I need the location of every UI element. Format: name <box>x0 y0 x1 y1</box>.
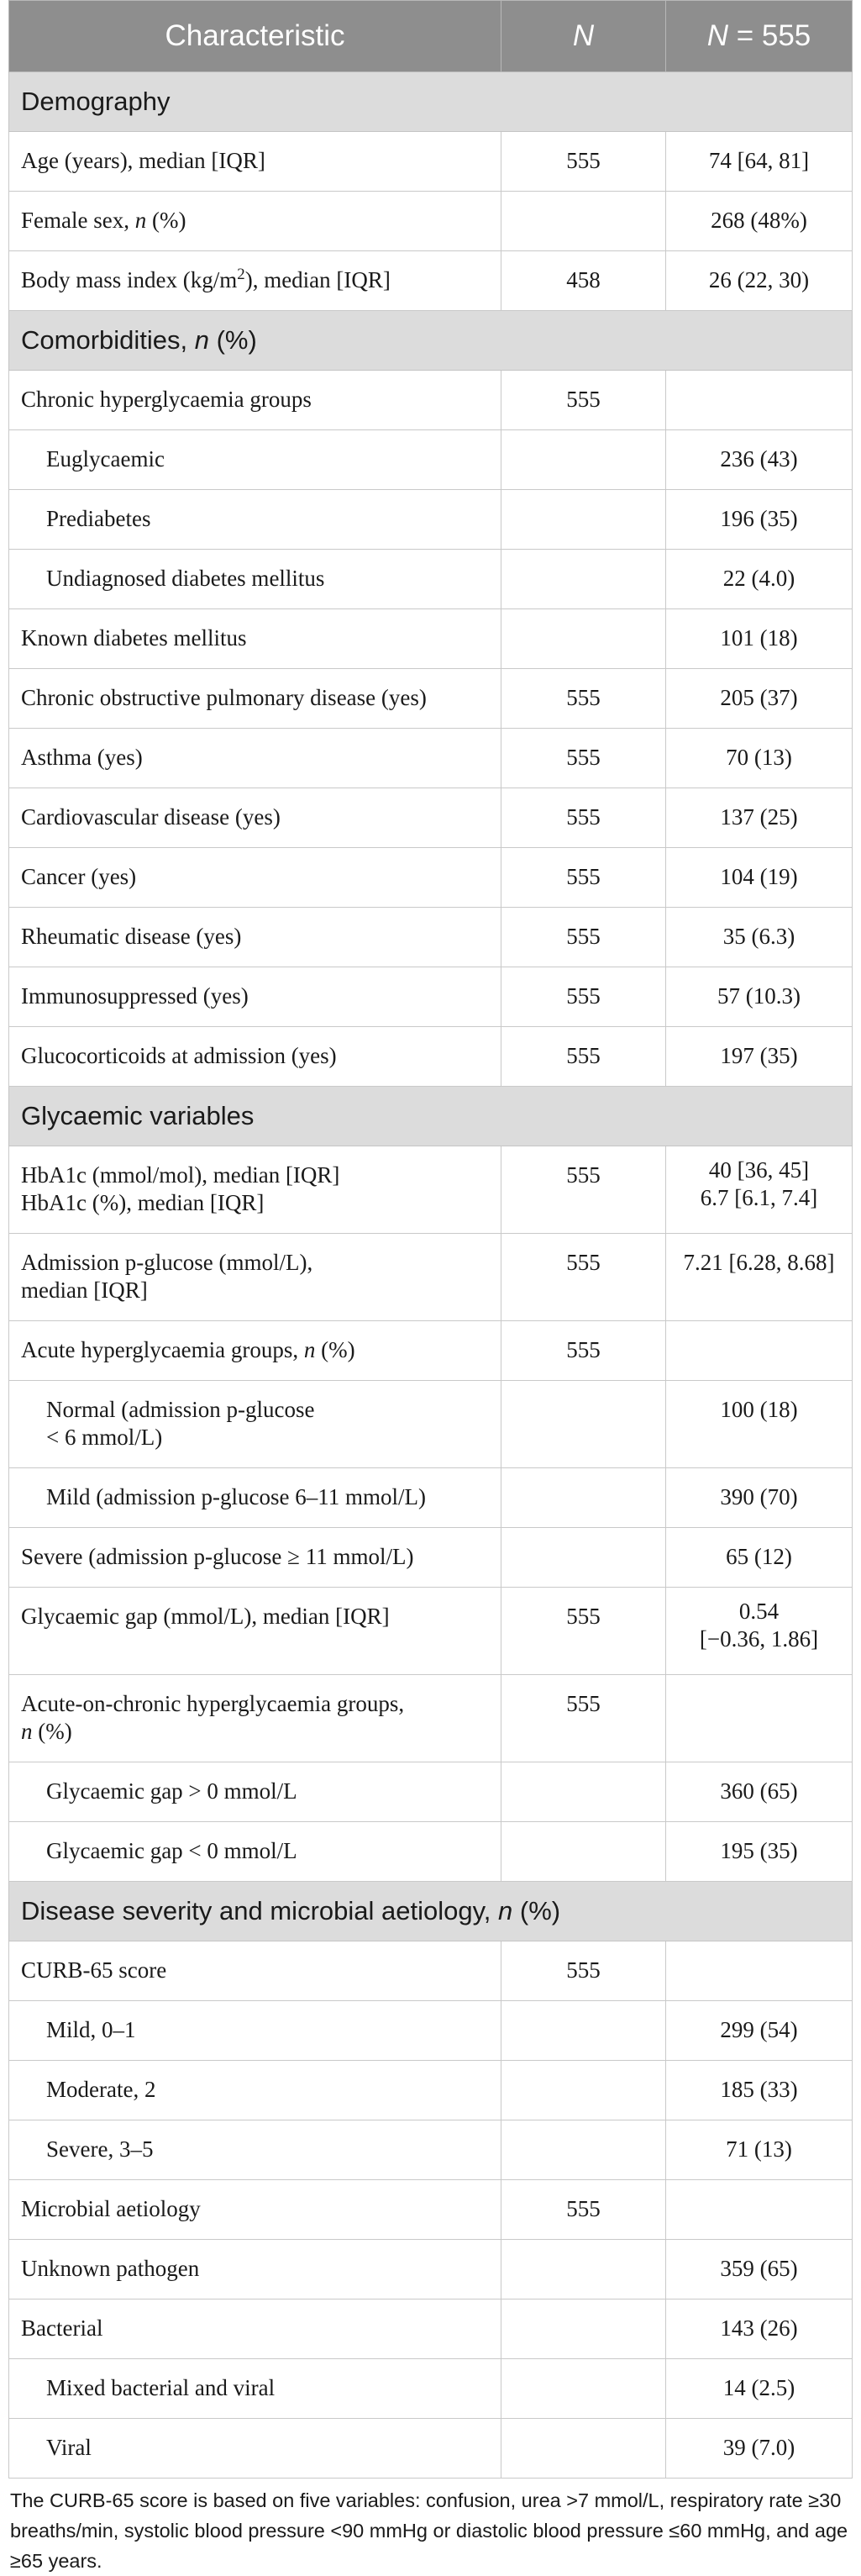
row-label <box>9 1321 501 1381</box>
table-row <box>9 908 853 967</box>
row-label-line2: median [IQR] <box>21 1277 148 1303</box>
row-label-superscript: 2 <box>237 266 245 283</box>
table-row <box>9 2359 853 2419</box>
row-label <box>9 430 501 490</box>
row-n-value: 555 <box>566 1337 601 1362</box>
row-n <box>501 1941 666 2001</box>
table-body <box>9 72 853 2479</box>
characteristics-table-container <box>8 0 852 2576</box>
row-n-value: 555 <box>566 864 601 889</box>
row-value-text: 0.54 <box>738 1599 780 1624</box>
row-label-text: Mild (admission p-glucose 6–11 mmol/L) <box>46 1484 426 1509</box>
row-value <box>666 2299 853 2359</box>
table-row <box>9 1146 853 1234</box>
row-n-value: 555 <box>566 1957 601 1983</box>
row-label-text: Mixed bacterial and viral <box>46 2375 276 2400</box>
header-total <box>666 1 853 72</box>
row-label <box>9 1146 501 1234</box>
row-label-text: Prediabetes <box>46 506 151 531</box>
table-row <box>9 430 853 490</box>
row-label <box>9 2419 501 2479</box>
section-title-after: (%) <box>209 325 257 355</box>
row-n <box>501 1027 666 1087</box>
row-label-text: Undiagnosed diabetes mellitus <box>46 566 325 591</box>
table-footnote: The CURB-65 score is based on five variables: confusion, urea >7 mmol/L, respiratory rate ≥30 breaths/min, systolic blood pressure <90 mmHg or diastolic blood pressure ≤60 mmHg, and age ≥65 years. <box>10 2489 848 2572</box>
characteristics-table <box>8 0 853 2479</box>
row-label-text: HbA1c (mmol/mol), median [IQR] <box>21 1162 340 1188</box>
table-row <box>9 2180 853 2240</box>
row-value <box>666 669 853 729</box>
row-value-line2: 6.7 [6.1, 7.4] <box>700 1185 818 1210</box>
row-value <box>666 2359 853 2419</box>
row-value <box>666 729 853 788</box>
row-n <box>501 2419 666 2479</box>
row-value-text: 101 (18) <box>720 625 798 651</box>
table-row <box>9 2001 853 2061</box>
row-value-text: 35 (6.3) <box>722 924 795 949</box>
row-n <box>501 550 666 609</box>
section-title-text: Disease severity and microbial aetiology, <box>21 1896 499 1925</box>
row-n <box>501 2001 666 2061</box>
row-value <box>666 2120 853 2180</box>
row-n <box>501 1675 666 1762</box>
header-total-prefix: N <box>706 19 728 52</box>
row-label-text: Body mass index (kg/m <box>21 267 238 292</box>
row-value <box>666 609 853 669</box>
row-label <box>9 967 501 1027</box>
row-label-text: CURB-65 score <box>21 1957 167 1983</box>
row-value-line2: [−0.36, 1.86] <box>699 1626 819 1651</box>
row-n <box>501 2061 666 2120</box>
row-value-text: 185 (33) <box>720 2077 798 2102</box>
row-n <box>501 371 666 430</box>
row-value-text: 360 (65) <box>720 1778 798 1804</box>
row-n <box>501 430 666 490</box>
row-label <box>9 669 501 729</box>
section-title <box>9 311 853 371</box>
row-value-text: 197 (35) <box>720 1043 798 1068</box>
row-value-text: 100 (18) <box>720 1397 798 1422</box>
row-value <box>666 967 853 1027</box>
table-row <box>9 2120 853 2180</box>
row-value-text: 26 (22, 30) <box>708 267 810 292</box>
row-label-text: Viral <box>46 2435 92 2460</box>
section-title <box>9 72 853 132</box>
row-label-text: Rheumatic disease (yes) <box>21 924 242 949</box>
row-label-text: Mild, 0–1 <box>46 2017 136 2042</box>
row-n-value: 555 <box>566 1043 601 1068</box>
row-label-text: Chronic obstructive pulmonary disease (yes) <box>21 685 427 710</box>
row-label <box>9 2240 501 2299</box>
table-row <box>9 848 853 908</box>
row-label-after: ), median [IQR] <box>244 267 391 292</box>
row-n <box>501 2299 666 2359</box>
row-value-text: 14 (2.5) <box>722 2375 795 2400</box>
row-n <box>501 1321 666 1381</box>
row-n <box>501 729 666 788</box>
row-n <box>501 669 666 729</box>
row-value <box>666 2001 853 2061</box>
row-value <box>666 2240 853 2299</box>
row-value-text: 299 (54) <box>720 2017 798 2042</box>
header-n <box>501 1 666 72</box>
row-n-value: 555 <box>566 1162 601 1188</box>
row-value <box>666 1528 853 1588</box>
row-value-text: 71 (13) <box>726 2136 792 2162</box>
row-label <box>9 1234 501 1321</box>
row-value-text: 143 (26) <box>720 2315 798 2341</box>
row-n <box>501 1234 666 1321</box>
row-label-text: Glucocorticoids at admission (yes) <box>21 1043 337 1068</box>
table-row <box>9 609 853 669</box>
table-row <box>9 132 853 192</box>
row-label <box>9 729 501 788</box>
row-label <box>9 2180 501 2240</box>
row-value <box>666 848 853 908</box>
row-n <box>501 1381 666 1468</box>
row-value <box>666 788 853 848</box>
row-label <box>9 371 501 430</box>
row-label-text: Severe, 3–5 <box>46 2136 154 2162</box>
row-value-text: 268 (48%) <box>711 208 807 233</box>
row-n <box>501 967 666 1027</box>
table-row <box>9 2419 853 2479</box>
row-label <box>9 132 501 192</box>
row-label <box>9 550 501 609</box>
row-label-text: Euglycaemic <box>46 446 165 471</box>
row-label <box>9 1762 501 1822</box>
row-label <box>9 1381 501 1468</box>
row-value-text: 7.21 [6.28, 8.68] <box>683 1250 835 1275</box>
row-label-text: Chronic hyperglycaemia groups <box>21 387 312 412</box>
row-label <box>9 908 501 967</box>
table-row <box>9 1528 853 1588</box>
table-row <box>9 729 853 788</box>
row-label <box>9 1588 501 1675</box>
row-value <box>666 1941 853 2001</box>
row-n-value: 555 <box>566 804 601 830</box>
section-title-text: Comorbidities, <box>21 325 195 355</box>
row-value <box>666 192 853 251</box>
row-label-text: Normal (admission p-glucose <box>46 1397 315 1422</box>
section-title <box>9 1087 853 1146</box>
section-header-row <box>9 311 853 371</box>
row-label-text: Unknown pathogen <box>21 2256 200 2281</box>
section-header-row <box>9 1087 853 1146</box>
row-n-value: 555 <box>566 1691 601 1716</box>
row-n <box>501 609 666 669</box>
row-label <box>9 1528 501 1588</box>
table-row <box>9 967 853 1027</box>
table-row <box>9 1588 853 1675</box>
row-label <box>9 609 501 669</box>
row-label-after: (%) <box>146 208 186 233</box>
table-row <box>9 371 853 430</box>
row-value-text: 236 (43) <box>720 446 798 471</box>
row-label <box>9 2061 501 2120</box>
row-value <box>666 2419 853 2479</box>
row-label-line2-after: (%) <box>32 1719 72 1744</box>
table-row <box>9 192 853 251</box>
row-n-value: 555 <box>566 387 601 412</box>
row-n-value: 555 <box>566 983 601 1009</box>
table-row <box>9 2240 853 2299</box>
row-label <box>9 1822 501 1882</box>
row-label <box>9 1468 501 1528</box>
table-row <box>9 1675 853 1762</box>
row-label-text: Bacterial <box>21 2315 103 2341</box>
row-label-italic: n <box>303 1337 316 1362</box>
table-row <box>9 550 853 609</box>
table-row <box>9 2299 853 2359</box>
row-value-text: 74 [64, 81] <box>708 148 810 173</box>
row-value <box>666 1762 853 1822</box>
row-label-text: Cardiovascular disease (yes) <box>21 804 281 830</box>
table-row <box>9 1234 853 1321</box>
section-header-row <box>9 72 853 132</box>
section-title-italic: n <box>194 325 209 355</box>
table-row <box>9 2061 853 2120</box>
row-n-value: 458 <box>566 267 601 292</box>
row-n <box>501 848 666 908</box>
table-row <box>9 1941 853 2001</box>
row-label <box>9 1027 501 1087</box>
row-label-line2: HbA1c (%), median [IQR] <box>21 1190 265 1215</box>
row-value <box>666 1381 853 1468</box>
row-label <box>9 192 501 251</box>
row-value-text: 40 [36, 45] <box>708 1157 810 1183</box>
row-n <box>501 1528 666 1588</box>
table-row <box>9 788 853 848</box>
row-label-text: Acute-on-chronic hyperglycaemia groups, <box>21 1691 405 1716</box>
row-value <box>666 490 853 550</box>
row-n <box>501 788 666 848</box>
row-label-text: Admission p-glucose (mmol/L), <box>21 1250 313 1275</box>
row-value <box>666 1321 853 1381</box>
row-label <box>9 2120 501 2180</box>
row-n <box>501 2180 666 2240</box>
row-label <box>9 1675 501 1762</box>
row-n <box>501 908 666 967</box>
row-n-value: 555 <box>566 1604 601 1629</box>
row-value-text: 57 (10.3) <box>717 983 801 1009</box>
row-value-text: 137 (25) <box>720 804 798 830</box>
section-title-after: (%) <box>512 1896 561 1925</box>
row-value <box>666 1146 853 1234</box>
row-label-text: Microbial aetiology <box>21 2196 201 2221</box>
row-n <box>501 2240 666 2299</box>
row-label-text: Moderate, 2 <box>46 2077 156 2102</box>
row-n-value: 555 <box>566 148 601 173</box>
row-value <box>666 1822 853 1882</box>
row-label <box>9 2001 501 2061</box>
row-label <box>9 2359 501 2419</box>
row-value-text: 196 (35) <box>720 506 798 531</box>
row-value-text: 359 (65) <box>720 2256 798 2281</box>
row-label-text: Glycaemic gap > 0 mmol/L <box>46 1778 297 1804</box>
row-label <box>9 788 501 848</box>
row-label-text: Asthma (yes) <box>21 745 143 770</box>
table-row <box>9 1762 853 1822</box>
row-label-italic: n <box>134 208 147 233</box>
row-n-value: 555 <box>566 1250 601 1275</box>
row-label <box>9 251 501 311</box>
row-n <box>501 132 666 192</box>
row-value-text: 39 (7.0) <box>722 2435 795 2460</box>
row-n <box>501 1762 666 1822</box>
table-header-row <box>9 1 853 72</box>
row-value-text: 104 (19) <box>720 864 798 889</box>
row-label-text: Age (years), median [IQR] <box>21 148 265 173</box>
row-value <box>666 430 853 490</box>
row-n-value: 555 <box>566 745 601 770</box>
row-n <box>501 251 666 311</box>
row-label-text: Glycaemic gap (mmol/L), median [IQR] <box>21 1604 390 1629</box>
row-value <box>666 2180 853 2240</box>
row-label-text: Acute hyperglycaemia groups, <box>21 1337 304 1362</box>
row-value-text: 70 (13) <box>726 745 792 770</box>
row-value <box>666 371 853 430</box>
row-n-value: 555 <box>566 2196 601 2221</box>
row-value <box>666 1588 853 1675</box>
table-row <box>9 1822 853 1882</box>
row-label-text: Female sex, <box>21 208 135 233</box>
section-header-row <box>9 1882 853 1941</box>
row-value <box>666 908 853 967</box>
row-value <box>666 1468 853 1528</box>
row-value <box>666 1027 853 1087</box>
row-value <box>666 2061 853 2120</box>
section-title <box>9 1882 853 1941</box>
table-row <box>9 1321 853 1381</box>
table-row <box>9 1468 853 1528</box>
row-value <box>666 1675 853 1762</box>
row-n-value: 555 <box>566 685 601 710</box>
row-label <box>9 2299 501 2359</box>
row-value <box>666 550 853 609</box>
row-n <box>501 2120 666 2180</box>
row-value-text: 205 (37) <box>720 685 798 710</box>
header-total-suffix: = 555 <box>727 19 811 52</box>
row-label-text: Known diabetes mellitus <box>21 625 247 651</box>
row-label <box>9 1941 501 2001</box>
row-label-text: Severe (admission p-glucose ≥ 11 mmol/L) <box>21 1544 414 1569</box>
table-row <box>9 669 853 729</box>
row-value-text: 22 (4.0) <box>722 566 795 591</box>
row-value <box>666 1234 853 1321</box>
row-n <box>501 2359 666 2419</box>
table-row <box>9 251 853 311</box>
row-value-text: 195 (35) <box>720 1838 798 1863</box>
section-title-text: Glycaemic variables <box>21 1101 255 1130</box>
header-n-label: N <box>572 19 595 52</box>
row-n-value: 555 <box>566 924 601 949</box>
row-n <box>501 192 666 251</box>
row-value <box>666 251 853 311</box>
row-value-text: 65 (12) <box>726 1544 792 1569</box>
section-title-text: Demography <box>21 87 171 116</box>
row-label-line2-italic: n <box>21 1719 33 1744</box>
row-n <box>501 1146 666 1234</box>
table-row <box>9 490 853 550</box>
row-value <box>666 132 853 192</box>
row-label-line2: < 6 mmol/L) <box>46 1425 163 1450</box>
table-row <box>9 1027 853 1087</box>
row-n <box>501 1822 666 1882</box>
row-n <box>501 1468 666 1528</box>
section-title-italic: n <box>498 1896 513 1925</box>
table-row <box>9 1381 853 1468</box>
row-value-text: 390 (70) <box>720 1484 798 1509</box>
row-label <box>9 848 501 908</box>
row-label-text: Glycaemic gap < 0 mmol/L <box>46 1838 297 1863</box>
row-n <box>501 1588 666 1675</box>
row-label-after: (%) <box>315 1337 355 1362</box>
row-n <box>501 490 666 550</box>
row-label <box>9 490 501 550</box>
header-characteristic: Characteristic <box>9 1 501 72</box>
row-label-text: Immunosuppressed (yes) <box>21 983 249 1009</box>
row-label-text: Cancer (yes) <box>21 864 137 889</box>
